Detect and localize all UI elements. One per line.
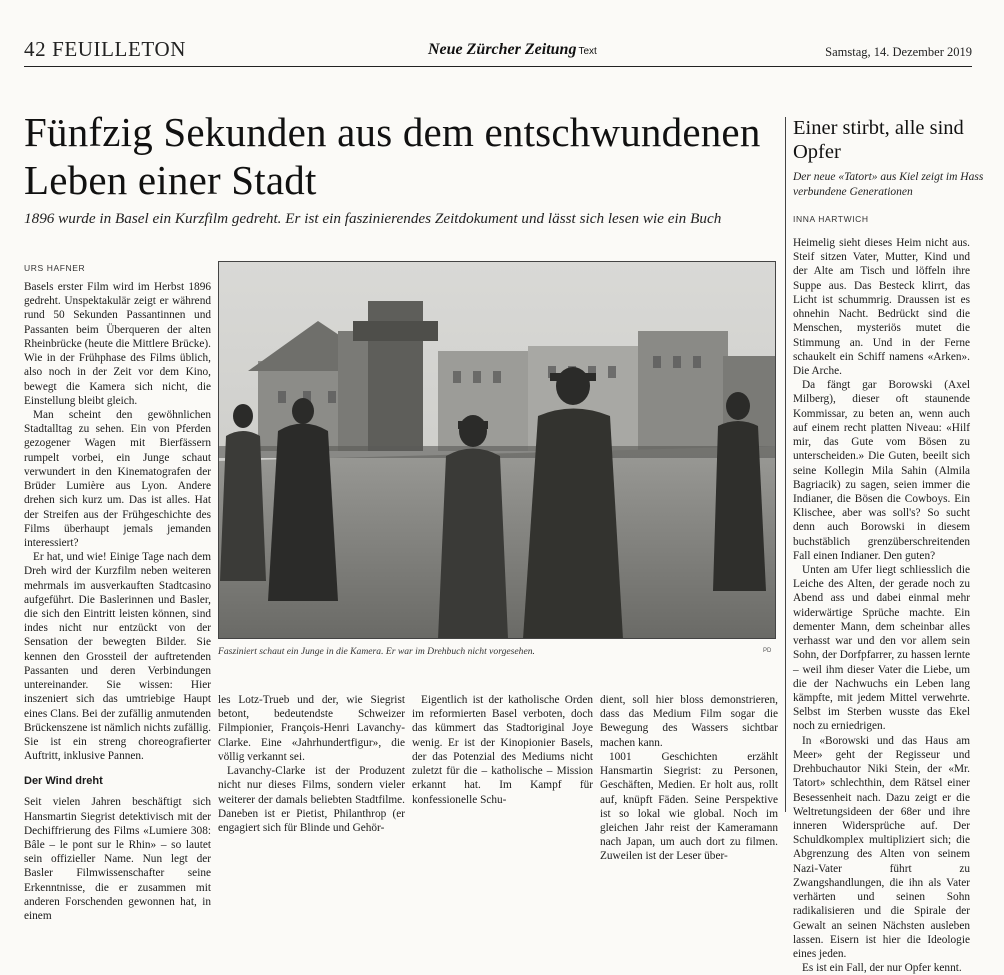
article-lead: 1896 wurde in Basel ein Kurzfilm gedreht. Er ist ein faszinierendes Zeitdokument und lässt sich lesen wie ein Buch: [24, 210, 722, 227]
bridge-scene-image: [218, 261, 776, 639]
photo-credit: PD: [763, 648, 772, 654]
issue-date: Samstag, 14. Dezember 2019: [825, 45, 972, 59]
paragraph: Seit vielen Jahren beschäftigt sich Hansmartin Siegrist detektivisch mit der Dechiffrierung des Films «Lumiere 308: Bâle – le pont sur le Rhin» – so lautet sein offizieller Name. Nun legt der Basler Filmwissenschafter seine Erkenntnisse, die er zusammen mit anderen Forschenden gewonnen hat, in einem: [24, 796, 211, 923]
header-rule: [24, 66, 972, 67]
page-number: 42: [24, 37, 47, 61]
paragraph: 1001 Geschichten erzählt Hansmartin Siegrist: zu Personen, Geschäften, Medien. Er holt aus, rollt auf, knüpft Fäden. Seine Perspektive ist so lokal wie global. Noch im gleichen Jahr reist der Kameramann nach Japan, um auch dort zu filmen. Zuweilen ist der Leser über-: [600, 750, 778, 863]
article-photo: [218, 261, 776, 639]
article-column-2: [218, 693, 405, 835]
paragraph: Basels erster Film wird im Herbst 1896 gedreht. Unspektakulär zeigt er während rund 50 Sekunden Passantinnen und Passanten beim Überqueren der alten Rheinbrücke (heute die Mittlere Brücke). Wie in der Frühphase des Films üblich, also noch in der Zeit vor dem Kino, bewegt die Kamera sich nicht, die Einstellung bleibt gleich.: [24, 281, 211, 407]
column-divider: [785, 117, 786, 812]
paragraph: dient, soll hier bloss demonstrieren, dass das Medium Film sogar die Bewegung des Wassers sichtbar machen kann.: [600, 694, 778, 749]
paragraph: les Lotz-Trueb und der, wie Siegrist betont, bedeutendste Schweizer Filmpionier, François-Henri Lavanchy-Clarke. Eine «Jahrhundertfigur», die völlig verkannt sei.: [218, 694, 405, 763]
paragraph: Er hat, und wie! Einige Tage nach dem Dreh wird der Kurzfilm neben weiteren mehrmals im ausverkauften Stadtcasino aufgeführt. Die Baslerinnen und Basler, die sich den Eintritt leisten können, sind indes nicht nur entzückt von der Sensation der bewegten Bilder. Sie kennen den Grossteil der auftretenden Passanten und deren Verbindungen untereinander. Sie wissen: Hier inszeniert sich das umtriebige Haupt eines Clans. Bei der zufällig anmutenden Brückenszene ist nämlich nichts zufällig. Sie ist ein streng choreografierter Auftritt, inklusive Pannen.: [24, 551, 211, 763]
article-byline: URS HAFNER: [24, 263, 86, 273]
newspaper-logo: [428, 41, 597, 59]
sidebar-column: [793, 236, 970, 975]
sidebar-subtitle: Der neue «Tatort» aus Kiel zeigt im Hass verbundene Generationen: [793, 171, 984, 198]
paragraph: Da fängt gar Borowski (Axel Milberg), dieser oft staunende Kommissar, zu beten an, wenn auch auf einem recht platten Niveau: «Hilf mir, das Gute vom Bösen zu unterscheiden.» Die Guten, beeilt sich seine Kollegin Mila Sahin (Almila Bagriacik) zu sagen, seien immer die Indianer, die Bösen die Cowboys. Ein Klischee, aber was soll's? So sucht denn auch Borowski in diesem buchstäblich grenzüberschreitenden Fall einen Indianer. Den guten?: [793, 379, 970, 562]
paragraph: Heimelig sieht dieses Heim nicht aus. Steif sitzen Vater, Mutter, Kind und der Alte am Tisch und löffeln ihre Suppe aus. Das Besteck klirrt, das Licht ist schummrig. Draussen ist es ohnehin Nacht. Bedrückt sind die Menschen, mysteriös mutet die Stimmung an. Und in der Ferne schaukelt ein Schiff namens «Arken». Die Arche.: [793, 237, 970, 377]
sidebar-headline: Einer stirbt, alle sind Opfer: [793, 117, 964, 163]
article-column-4: [600, 693, 778, 864]
page-header-section: [24, 37, 186, 62]
paragraph: Man scheint den gewöhnlichen Stadtalltag zu sehen. Ein von Pferden gezogener Wagen mit Bierfässern rumpelt vorbei, ein Junge schaut verwundert in den Kinematografen der Brüder Lumière aus Lyon. Andere drehen sich kurz um. Das ist alles. Hat der Streifen aus der Frühgeschichte des Films überhaupt jemals jemanden interessiert?: [24, 408, 211, 549]
article-column-1: [24, 280, 211, 923]
article-column-3: [412, 693, 593, 807]
article-headline: Fünfzig Sekunden aus dem entschwundenen Leben einer Stadt: [24, 109, 761, 204]
paragraph: In «Borowski und das Haus am Meer» geht der Regisseur und Drehbuchautor Niki Stein, der «Mr. Tatort» schlechthin, dem Rätsel einer Besessenheit nach. Dazu zeigt er die Weltretungsideen der 68er und ihre inneren Widersprüche auf. Der Schuldkomplex multipliziert sich; die Abgrenzung des Alten von seinem Nazi-Vater führt zu Zwangshandlungen, die ihn als Vater verhärten und seinen Sohn radikalisieren und die Spirale der Gewalt an seinen Nächsten ausleben lassen. Eisern ist hier die Ideologie eines jeden.: [793, 734, 970, 960]
subheading: Der Wind dreht: [24, 775, 103, 788]
newspaper-name: Neue Zürcher Zeitung: [428, 41, 577, 58]
photo-caption: Fasziniert schaut ein Junge in die Kamera. Er war im Drehbuch nicht vorgesehen.: [218, 646, 535, 657]
paragraph: Es ist ein Fall, der nur Opfer kennt.: [802, 962, 962, 975]
paragraph: Unten am Ufer liegt schliesslich die Leiche des Alten, der gerade noch zu Abend ass und dabei einmal mehr widerwärtige Sprüche machte. Ein dementer Mann, dem scheinbar alles verhasst war und den vor allem sein Sohn, der Dorfpfarrer, zu hassen lernte – weil ihm dieser Vater die Liebe, um die der Nachwuchs ein Leben lang kämpfte, mit jedem Mittel verwehrte. Selbst im Sterben wusste das Ekel noch zu erniedrigen.: [793, 564, 970, 733]
paragraph: Eigentlich ist der katholische Orden im reformierten Basel verboten, doch das kümmert das Stadtoriginal Joye wenig. Er ist der Kinopionier Basels, der das Potenzial des Mediums nicht zuletzt für die – katholische – Mission erkannt hat. Im Kampf für konfessionelle Schu-: [412, 694, 593, 806]
paragraph: Lavanchy-Clarke ist der Produzent nicht nur dieses Films, sondern vieler weiterer der damals beliebten Stadtfilme. Daneben ist er Pietist, Philanthrop (er engagiert sich für Blinde und Gehör-: [218, 765, 405, 834]
section-name: FEUILLETON: [52, 37, 186, 61]
sidebar-byline: INNA HARTWICH: [793, 214, 869, 224]
edition-label: Text: [578, 46, 597, 57]
